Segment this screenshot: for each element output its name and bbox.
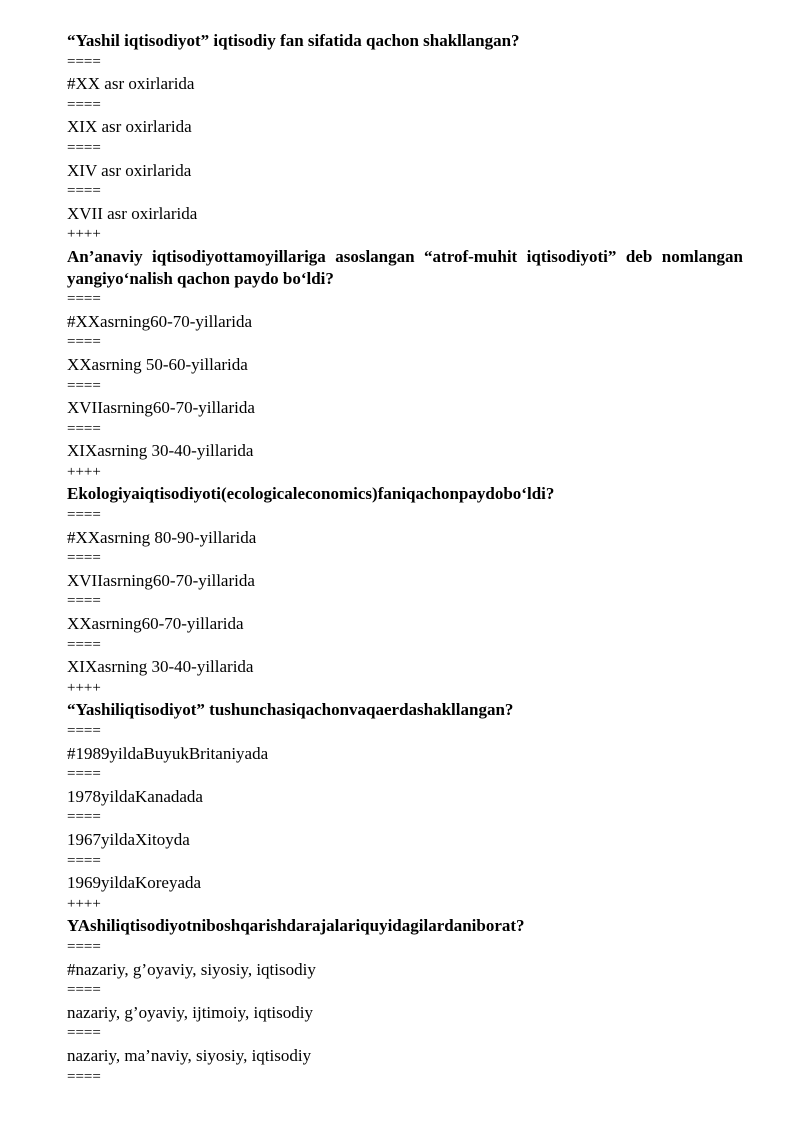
question-5-text: YAshiliqtisodiyotniboshqarishdarajalariquyidagilardaniborat? bbox=[67, 916, 525, 936]
separator: ==== bbox=[67, 852, 101, 869]
question-end-marker: ++++ bbox=[67, 463, 101, 480]
question-2-text: An’anaviy iqtisodiyottamoyillariga asoslangan “atrof-muhit iqtisodiyoti” deb nomlangan yangiyo‘nalish qachon paydo bo‘ldi? bbox=[67, 246, 743, 288]
answer-option: 1967yildaXitoyda bbox=[67, 829, 190, 849]
question-end-marker: ++++ bbox=[67, 226, 101, 243]
document-body bbox=[67, 30, 743, 1088]
answer-option: 1969yildaKoreyada bbox=[67, 873, 202, 893]
answer-option: #XXasrning60-70-yillarida bbox=[67, 311, 253, 331]
separator: ==== bbox=[67, 420, 101, 437]
separator: ==== bbox=[67, 334, 101, 351]
separator: ==== bbox=[67, 593, 101, 610]
separator: ==== bbox=[67, 53, 101, 70]
answer-option: #1989yildaBuyukBritaniyada bbox=[67, 743, 269, 763]
separator: ==== bbox=[67, 809, 101, 826]
answer-option: #XX asr oxirlarida bbox=[67, 74, 195, 94]
answer-option: XVII asr oxirlarida bbox=[67, 203, 198, 223]
answer-option: XXasrning60-70-yillarida bbox=[67, 614, 244, 634]
answer-option: XIXasrning 30-40-yillarida bbox=[67, 441, 254, 461]
answer-option: #nazariy, g’oyaviy, siyosiy, iqtisodiy bbox=[67, 959, 316, 979]
separator: ==== bbox=[67, 291, 101, 308]
separator: ==== bbox=[67, 938, 101, 955]
separator: ==== bbox=[67, 982, 101, 999]
separator: ==== bbox=[67, 377, 101, 394]
question-1-text: “Yashil iqtisodiyot” iqtisodiy fan sifatida qachon shakllangan? bbox=[67, 31, 520, 50]
separator: ==== bbox=[67, 766, 101, 783]
answer-option: XIV asr oxirlarida bbox=[67, 160, 192, 180]
answer-option: nazariy, g’oyaviy, ijtimoiy, iqtisodiy bbox=[67, 1002, 313, 1022]
separator: ==== bbox=[67, 550, 101, 567]
answer-option: XVIIasrning60-70-yillarida bbox=[67, 398, 255, 418]
separator: ==== bbox=[67, 1068, 101, 1085]
question-end-marker: ++++ bbox=[67, 679, 101, 696]
answer-option: #XXasrning 80-90-yillarida bbox=[67, 527, 257, 547]
answer-option: 1978yildaKanadada bbox=[67, 786, 203, 806]
separator: ==== bbox=[67, 723, 101, 739]
separator: ==== bbox=[67, 96, 101, 113]
question-end-marker: ++++ bbox=[67, 895, 101, 912]
answer-option: XIX asr oxirlarida bbox=[67, 117, 192, 137]
answer-option: XIXasrning 30-40-yillarida bbox=[67, 657, 254, 677]
separator: ==== bbox=[67, 139, 101, 156]
answer-option: XVIIasrning60-70-yillarida bbox=[67, 570, 255, 590]
separator: ==== bbox=[67, 507, 101, 524]
separator: ==== bbox=[67, 636, 101, 653]
question-3-text: Ekologiyaiqtisodiyoti(ecologicaleconomics)faniqachonpaydobo‘ldi? bbox=[67, 484, 555, 504]
separator: ==== bbox=[67, 1025, 101, 1042]
answer-option: XXasrning 50-60-yillarida bbox=[67, 354, 248, 374]
separator: ==== bbox=[67, 183, 101, 200]
question-4-text: “Yashiliqtisodiyot” tushunchasiqachonvaqaerdashakllangan? bbox=[67, 700, 514, 720]
answer-option: nazariy, ma’naviy, siyosiy, iqtisodiy bbox=[67, 1045, 312, 1065]
